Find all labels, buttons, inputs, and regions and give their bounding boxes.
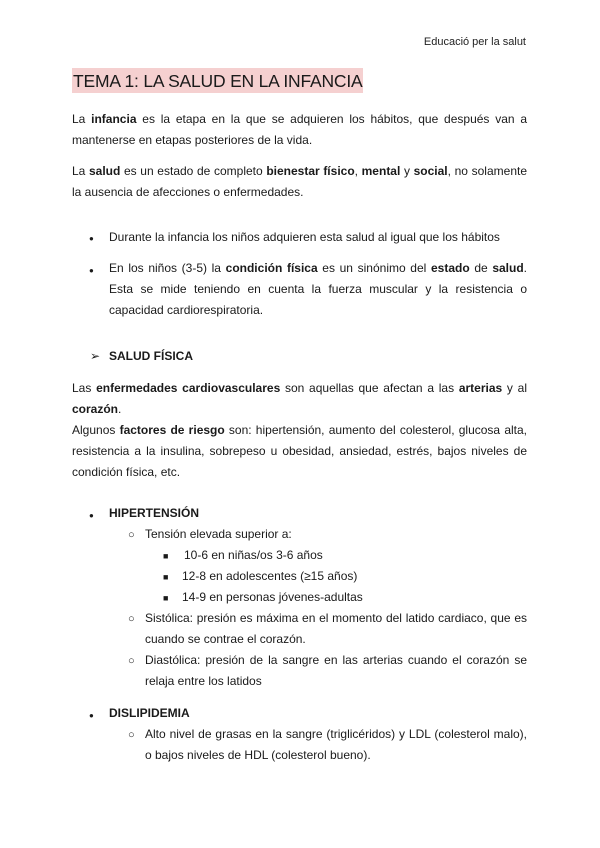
bullet-circle-marker: ○ [128,529,135,541]
bullet-square-marker: ■ [163,572,169,582]
heading-hipertension: HIPERTENSIÓN [109,506,200,520]
bullet-circle-marker: ○ [128,655,135,667]
bullet-disc-marker: ● [89,511,94,520]
arrow-marker-icon: ➢ [90,349,101,363]
bullet-disc-marker: ● [89,266,94,275]
bullet-disc-marker: ● [89,234,94,243]
page-title: TEMA 1: LA SALUD EN LA INFANCIA [72,68,363,93]
item-diastolica: Diastólica: presión de la sangre en las arterias cuando el corazón se relaja entre los latidos [145,653,527,688]
bullet-disc-marker: ● [89,711,94,720]
bullet-item-condicion-fisica: En los niños (3-5) la condición física es un sinónimo del estado de salud. Esta se mide teniendo en cuenta la fuerza muscular y la resistencia o capacidad cardiorespiratoria. [109,261,528,317]
item-sistolica: Sistólica: presión es máxima en el momento del latido cardiaco, que es cuando se contrae el corazón. [145,611,527,646]
item-tension-elevada: Tensión elevada superior a: [145,527,292,541]
section-heading-salud-fisica: SALUD FÍSICA [109,349,193,363]
paragraph-cardiovasculares: Las enfermedades cardiovasculares son aquellas que afectan a las arterias y al corazón. [72,381,527,416]
intro-paragraph-infancia: La infancia es la etapa en la que se adquieren los hábitos, que después van a mantenerse en etapas posteriores de la vida. [72,112,528,147]
item-tension-ninos: 10-6 en niñas/os 3-6 años [184,548,323,562]
bullet-square-marker: ■ [163,551,169,561]
intro-paragraph-salud: La salud es un estado de completo bienestar físico, mental y social, no solamente la ausencia de afecciones o enfermedades. [72,164,527,199]
paragraph-factores-riesgo: Algunos factores de riesgo son: hipertensión, aumento del colesterol, glucosa alta, resistencia a la insulina, sobrepeso u obesidad, ansiedad, estrés, bajos niveles de condición física, etc. [72,423,527,479]
bullet-square-marker: ■ [163,593,169,603]
bullet-item-habitos: Durante la infancia los niños adquieren esta salud al igual que los hábitos [109,230,500,244]
item-tension-adolescentes: 12-8 en adolescentes (≥15 años) [182,569,358,583]
item-tension-adultos: 14-9 en personas jóvenes-adultas [182,590,363,604]
heading-dislipidemia: DISLIPIDEMIA [109,706,190,720]
page-header: Educació per la salut [423,36,526,48]
bullet-circle-marker: ○ [128,613,135,625]
bullet-circle-marker: ○ [128,729,135,741]
item-dislipidemia: Alto nivel de grasas en la sangre (triglicéridos) y LDL (colesterol malo), o bajos niveles de HDL (colesterol bueno). [145,727,527,762]
